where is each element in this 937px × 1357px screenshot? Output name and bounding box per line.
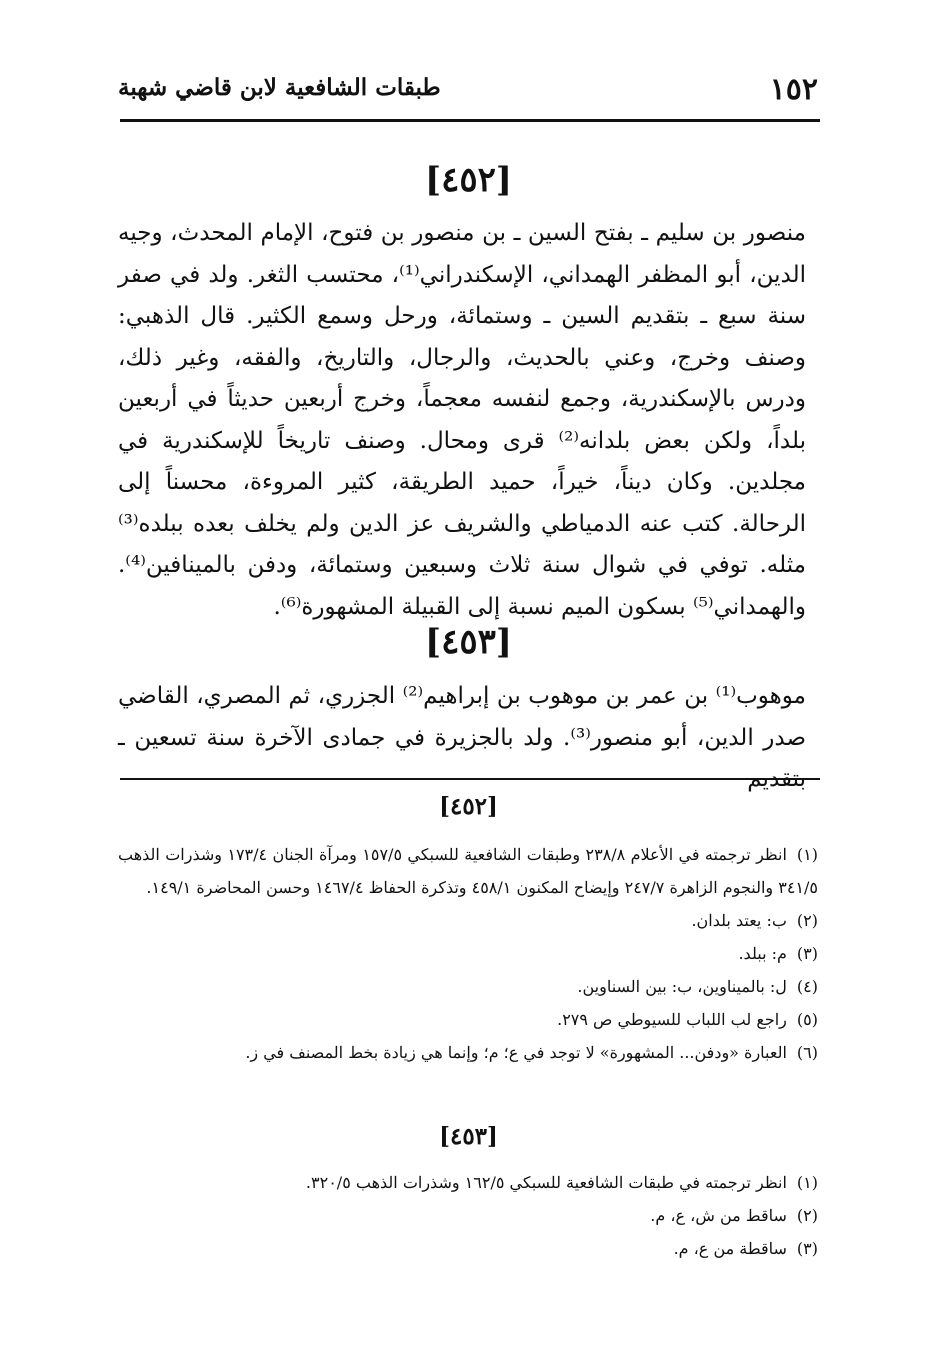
footnotes-list-453 xyxy=(118,1166,818,1265)
entry-text-452: منصور بن سليم ـ بفتح السين ـ بن منصور بن فتوح، الإمام المحدث، وجيه الدين، أبو المظفر الهمداني، الإسكندراني⁽¹⁾، محتسب الثغر. ولد في صفر سنة سبع ـ بتقديم السين ـ وستمائة، ورحل وسمع الكثير. قال الذهبي: وصنف وخرج، وعني بالحديث، والرجال، والتاريخ، والفقه، وغير ذلك، ودرس بالإسكندرية، وجمع لنفسه معجماً، وخرج أربعين حديثاً في أربعين بلداً، ولكن بعض بلدانه⁽²⁾ قرى ومحال. وصنف تاريخاً للإسكندرية في مجلدين. وكان ديناً، خيراً، حميد الطريقة، كثير المروءة، محسناً إلى الرحالة. كتب عنه الدمياطي والشريف عز الدين ولم يخلف بعده ببلده⁽³⁾ مثله. توفي في شوال سنة ثلاث وسبعين وستمائة، ودفن بالمينافين⁽⁴⁾. والهمداني⁽⁵⁾ بسكون الميم نسبة إلى القبيلة المشهورة⁽⁶⁾. xyxy=(118,220,806,620)
footnote-item xyxy=(118,904,818,937)
page-number: ١٥٢ xyxy=(769,72,818,107)
footnote-text: ساقط من ش، ع، م. xyxy=(650,1206,787,1225)
footnote-item xyxy=(118,1166,818,1199)
footnote-text: ب: يعتد بلدان. xyxy=(691,911,787,930)
footnotes-heading-453: [٤٥٣] xyxy=(439,1123,498,1150)
footnote-number: (٥) xyxy=(796,1010,818,1029)
footnote-text: ل: بالميناوين، ب: بين السناوين. xyxy=(577,977,787,996)
entry-number-452: [٤٥٢] xyxy=(425,160,512,200)
entry-text-453: موهوب⁽¹⁾ بن عمر بن موهوب بن إبراهيم⁽²⁾ الجزري، ثم المصري، القاضي صدر الدين، أبو منصور⁽³⁾. ولد بالجزيرة في جمادى الآخرة سنة تسعين ـ بتقديم xyxy=(118,683,806,792)
footnote-item xyxy=(118,970,818,1003)
footnote-item xyxy=(118,1036,818,1069)
page-header xyxy=(118,58,818,108)
footnote-text: العبارة «ودفن... المشهورة» لا توجد في ع؛ م؛ وإنما هي زيادة بخط المصنف في ز. xyxy=(245,1043,787,1062)
footnote-number: (٦) xyxy=(796,1043,818,1062)
running-title: طبقات الشافعية لابن قاضي شهبة xyxy=(118,74,441,101)
footnote-item xyxy=(118,1232,818,1265)
footnote-number: (١) xyxy=(796,1173,818,1192)
footnote-number: (٢) xyxy=(796,1206,818,1225)
entry-number-453: [٤٥٣] xyxy=(425,622,512,662)
footnote-number: (٣) xyxy=(796,1239,818,1258)
footnote-number: (٤) xyxy=(796,977,818,996)
footnotes-rule xyxy=(120,778,820,780)
footnotes-list-452 xyxy=(118,838,818,1069)
footnote-number: (٣) xyxy=(796,944,818,963)
footnote-item xyxy=(118,937,818,970)
footnote-text: راجع لب اللباب للسيوطي ص ٢٧٩. xyxy=(557,1010,787,1029)
footnotes-heading-452: [٤٥٢] xyxy=(439,793,498,820)
header-rule xyxy=(120,119,820,122)
footnote-item xyxy=(118,1003,818,1036)
footnote-text: انظر ترجمته في طبقات الشافعية للسبكي ١٦٢/٥ وشذرات الذهب ٣٢٠/٥. xyxy=(305,1173,787,1192)
footnote-item xyxy=(118,838,818,904)
footnote-number: (١) xyxy=(796,845,819,864)
footnote-number: (٢) xyxy=(796,911,818,930)
footnote-text: ساقطة من ع، م. xyxy=(673,1239,787,1258)
footnote-item xyxy=(118,1199,818,1232)
footnote-text: م: ببلد. xyxy=(738,944,787,963)
footnote-text: انظر ترجمته في الأعلام ٢٣٨/٨ وطبقات الشافعية للسبكي ١٥٧/٥ ومرآة الجنان ١٧٣/٤ وشذرات الذهب ٣٤١/٥ والنجوم الزاهرة ٢٤٧/٧ وإيضاح المكنون ٤٥٨/١ وتذكرة الحفاظ ١٤٦٧/٤ وحسن المحاضرة ١٤٩/١. xyxy=(118,845,818,897)
